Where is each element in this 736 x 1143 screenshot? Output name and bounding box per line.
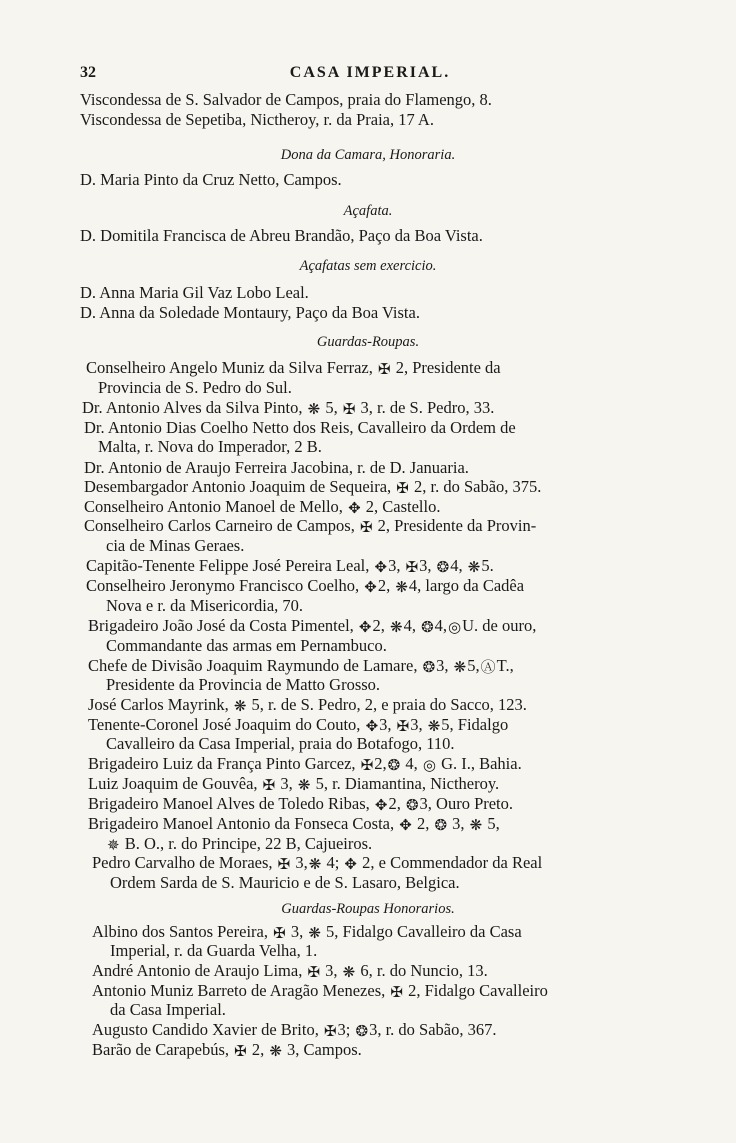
entry-text: Viscondessa de Sepetiba, Nictheroy, r. da Praia, 17 A. bbox=[80, 110, 434, 129]
entry-line bbox=[110, 1000, 226, 1020]
entry-line bbox=[84, 477, 541, 497]
rosette-icon: ❋ bbox=[308, 926, 321, 942]
entry-text: 3, bbox=[419, 556, 432, 575]
entry-line bbox=[106, 734, 455, 754]
circle-o-icon: ◎ bbox=[448, 620, 462, 636]
entry-line bbox=[84, 458, 469, 478]
entry-line bbox=[92, 853, 542, 873]
entry-text: da Casa Imperial. bbox=[110, 1000, 226, 1019]
entry-text: Conselheiro Jeronymo Francisco Coelho, bbox=[86, 576, 360, 595]
entry-line bbox=[92, 961, 488, 981]
entry-text: 3, bbox=[410, 715, 423, 734]
cross-icon: ✠ bbox=[262, 778, 276, 794]
running-head bbox=[80, 64, 660, 90]
entry-text: 2, bbox=[416, 814, 430, 833]
entry-text: Desembargador Antonio Joaquim de Sequeira, bbox=[84, 477, 392, 496]
entry-text: 2, Castello. bbox=[365, 497, 441, 516]
medal-icon: ❂ bbox=[355, 1024, 369, 1040]
entry-text: 5, bbox=[487, 814, 500, 833]
entry-text: 2, bbox=[377, 576, 391, 595]
entry-text: Imperial, r. da Guarda Velha, 1. bbox=[110, 941, 318, 960]
entry-text: Cavalleiro da Casa Imperial, praia do Botafogo, 110. bbox=[106, 734, 455, 753]
section-heading-acafata: Açafata. bbox=[343, 203, 393, 219]
cross-icon: ✠ bbox=[377, 362, 391, 378]
medal-icon: ❂ bbox=[405, 798, 419, 814]
entry-text: 4, bbox=[405, 754, 418, 773]
entry-text: 2, bbox=[374, 754, 387, 773]
entry-text: 2, e Commendador da Real bbox=[362, 853, 543, 872]
cross-icon: ✠ bbox=[234, 1044, 247, 1060]
cross-icon: ✠ bbox=[323, 1024, 337, 1040]
entry-text: 2, Presidente da Provin- bbox=[377, 516, 537, 535]
entry-text: 3; bbox=[337, 1020, 351, 1039]
rosette-icon: ❋ bbox=[233, 699, 247, 715]
entry-text: 2, bbox=[372, 616, 385, 635]
entry-line bbox=[86, 576, 524, 596]
entry-text: 2, Presidente da bbox=[395, 358, 501, 377]
section-heading-guardas-roupas: Guardas-Roupas. bbox=[316, 334, 420, 350]
entry-line bbox=[86, 358, 501, 378]
rosette-icon: ❋ bbox=[390, 620, 403, 636]
entry-line bbox=[88, 754, 522, 774]
medal-icon: ❂ bbox=[421, 620, 434, 636]
entry-text: 3, bbox=[290, 922, 304, 941]
entry-text: Brigadeiro Manoel Alves de Toledo Ribas, bbox=[88, 794, 370, 813]
entry-text: 3, bbox=[379, 715, 392, 734]
cross-icon: ✠ bbox=[342, 402, 356, 418]
entry-line bbox=[80, 226, 483, 246]
entry-text: Brigadeiro Luiz da França Pinto Garcez, bbox=[88, 754, 356, 773]
rosette-icon: ❋ bbox=[269, 1044, 282, 1060]
entry-line bbox=[82, 398, 494, 418]
entry-text: Dr. Antonio Alves da Silva Pinto, bbox=[82, 398, 303, 417]
entry-text: Malta, r. Nova do Imperador, 2 B. bbox=[98, 437, 322, 456]
entry-line bbox=[92, 1020, 497, 1040]
rosette-icon: ❋ bbox=[469, 818, 483, 834]
cross-icon: ✠ bbox=[390, 985, 403, 1001]
entry-text: Chefe de Divisão Joaquim Raymundo de Lamare, bbox=[88, 656, 418, 675]
medal-icon: ❂ bbox=[387, 758, 401, 774]
entry-text: D. Maria Pinto da Cruz Netto, Campos. bbox=[80, 170, 342, 189]
entry-line bbox=[88, 794, 513, 814]
entry-line bbox=[106, 675, 380, 695]
entry-line bbox=[98, 437, 322, 457]
entry-line bbox=[80, 303, 420, 323]
cross-icon: ✠ bbox=[405, 560, 419, 576]
entry-text: 2, bbox=[388, 794, 401, 813]
entry-text: Conselheiro Antonio Manoel de Mello, bbox=[84, 497, 343, 516]
circle-o-icon: ◎ bbox=[422, 758, 436, 774]
entry-text: 2, r. do Sabão, 375. bbox=[414, 477, 542, 496]
entry-text: 4, bbox=[450, 556, 463, 575]
cross-icon: ✠ bbox=[396, 719, 410, 735]
rosette-icon: ❋ bbox=[467, 560, 481, 576]
rosette-icon: ❋ bbox=[297, 778, 311, 794]
medal-icon: ❂ bbox=[422, 660, 436, 676]
entry-text: Antonio Muniz Barreto de Aragão Menezes, bbox=[92, 981, 386, 1000]
entry-text: Presidente da Provincia de Matto Grosso. bbox=[106, 675, 381, 694]
entry-line bbox=[88, 774, 499, 794]
entry-text: D. Anna da Soledade Montaury, Paço da Boa Vista. bbox=[80, 303, 420, 322]
page-number: 32 bbox=[80, 64, 96, 81]
entry-text: 3, bbox=[452, 814, 465, 833]
entry-text: 5, Fidalgo Cavalleiro da Casa bbox=[326, 922, 522, 941]
medal-icon: ❂ bbox=[436, 560, 450, 576]
entry-line bbox=[88, 695, 527, 715]
four-cross-icon: ✥ bbox=[364, 580, 377, 596]
star-cross-icon: ✵ bbox=[107, 838, 120, 854]
entry-text: 3, bbox=[280, 774, 293, 793]
entry-text: 5, r. Diamantina, Nictheroy. bbox=[315, 774, 500, 793]
entry-text: Albino dos Santos Pereira, bbox=[92, 922, 268, 941]
entry-line bbox=[84, 497, 440, 517]
four-cross-icon: ✥ bbox=[365, 719, 379, 735]
entry-line bbox=[106, 834, 372, 854]
entry-text: Tenente-Coronel José Joaquim do Couto, bbox=[88, 715, 361, 734]
rosette-icon: ❋ bbox=[342, 965, 356, 981]
entry-line bbox=[88, 814, 500, 834]
entry-line bbox=[98, 378, 292, 398]
cross-icon: ✠ bbox=[359, 520, 373, 536]
entry-text: U. de ouro, bbox=[462, 616, 537, 635]
entry-text: D. Anna Maria Gil Vaz Lobo Leal. bbox=[80, 283, 309, 302]
entry-line bbox=[86, 556, 494, 576]
rosette-icon: ❋ bbox=[308, 857, 322, 873]
entry-text: André Antonio de Araujo Lima, bbox=[92, 961, 303, 980]
cross-icon: ✠ bbox=[396, 481, 409, 497]
entry-text: Ordem Sarda de S. Mauricio e de S. Lasaro, Belgica. bbox=[110, 873, 460, 892]
entry-line bbox=[110, 873, 460, 893]
entry-text: Augusto Candido Xavier de Brito, bbox=[92, 1020, 319, 1039]
entry-text: 5. bbox=[481, 556, 494, 575]
entry-text: D. Domitila Francisca de Abreu Brandão, Paço da Boa Vista. bbox=[80, 226, 483, 245]
entry-line bbox=[84, 418, 516, 438]
four-cross-icon: ✥ bbox=[344, 857, 357, 873]
entry-text: B. O., r. do Principe, 22 B, Cajueiros. bbox=[124, 834, 373, 853]
entry-line bbox=[88, 656, 514, 676]
entry-text: 3, bbox=[325, 961, 338, 980]
entry-text: Capitão-Tenente Felippe José Pereira Leal, bbox=[86, 556, 370, 575]
entry-text: 5, r. de S. Pedro, 2, e praia do Sacco, 123. bbox=[251, 695, 527, 714]
entry-line bbox=[106, 596, 303, 616]
entry-line bbox=[80, 170, 342, 190]
entry-text: 3, bbox=[388, 556, 401, 575]
entry-line bbox=[92, 1040, 362, 1060]
entry-text: cia de Minas Geraes. bbox=[106, 536, 245, 555]
entry-line bbox=[110, 941, 317, 961]
entry-text: 4, bbox=[434, 616, 448, 635]
entry-text: Brigadeiro João José da Costa Pimentel, bbox=[88, 616, 354, 635]
entry-text: 2, Fidalgo Cavalleiro bbox=[408, 981, 548, 1000]
entry-text: 4, bbox=[403, 616, 416, 635]
entry-line bbox=[92, 922, 522, 942]
medal-icon: ❂ bbox=[434, 818, 448, 834]
entry-text: Pedro Carvalho de Moraes, bbox=[92, 853, 273, 872]
section-heading-dona-camara: Dona da Camara, Honoraria. bbox=[280, 147, 456, 163]
four-cross-icon: ✥ bbox=[358, 620, 372, 636]
circle-a-icon: Ⓐ bbox=[480, 660, 496, 676]
entry-text: Luiz Joaquim de Gouvêa, bbox=[88, 774, 258, 793]
entry-line bbox=[80, 283, 309, 303]
entry-text: 5, bbox=[325, 398, 338, 417]
section-heading-guardas-roupas-honorarios: Guardas-Roupas Honorarios. bbox=[281, 901, 455, 917]
entry-text: Nova e r. da Misericordia, 70. bbox=[106, 596, 304, 615]
entry-line bbox=[106, 536, 244, 556]
entry-text: 5, Fidalgo bbox=[441, 715, 509, 734]
rosette-icon: ❋ bbox=[395, 580, 408, 596]
rosette-icon: ❋ bbox=[453, 660, 467, 676]
entry-text: 3, Campos. bbox=[287, 1040, 362, 1059]
entry-text: G. I., Bahia. bbox=[441, 754, 522, 773]
entry-text: 4; bbox=[326, 853, 340, 872]
entry-text: Barão de Carapebús, bbox=[92, 1040, 229, 1059]
rosette-icon: ❋ bbox=[307, 402, 321, 418]
entry-text: Viscondessa de S. Salvador de Campos, praia do Flamengo, 8. bbox=[80, 90, 492, 109]
cross-icon: ✠ bbox=[273, 926, 286, 942]
entry-line bbox=[106, 636, 387, 656]
cross-icon: ✠ bbox=[307, 965, 321, 981]
four-cross-icon: ✥ bbox=[348, 501, 361, 517]
entry-text: José Carlos Mayrink, bbox=[88, 695, 229, 714]
four-cross-icon: ✥ bbox=[374, 798, 388, 814]
entry-text: Commandante das armas em Pernambuco. bbox=[106, 636, 387, 655]
entry-line bbox=[88, 616, 536, 636]
entry-line bbox=[80, 90, 492, 110]
entry-text: 3, Ouro Preto. bbox=[419, 794, 514, 813]
running-title: CASA IMPERIAL. bbox=[289, 64, 451, 81]
entry-text: 2, bbox=[251, 1040, 265, 1059]
entry-text: Dr. Antonio Dias Coelho Netto dos Reis, Cavalleiro da Ordem de bbox=[84, 418, 516, 437]
entry-text: Conselheiro Carlos Carneiro de Campos, bbox=[84, 516, 355, 535]
rosette-icon: ❋ bbox=[427, 719, 441, 735]
entry-text: Provincia de S. Pedro do Sul. bbox=[98, 378, 292, 397]
entry-line bbox=[84, 516, 536, 536]
entry-text: Dr. Antonio de Araujo Ferreira Jacobina, r. de D. Januaria. bbox=[84, 458, 469, 477]
entry-line bbox=[80, 110, 434, 130]
entry-line bbox=[88, 715, 508, 735]
entry-line bbox=[92, 981, 548, 1001]
four-cross-icon: ✥ bbox=[374, 560, 388, 576]
entry-text: 3, bbox=[295, 853, 308, 872]
entry-text: 3, r. do Sabão, 367. bbox=[369, 1020, 497, 1039]
section-heading-acafatas-sem-exercicio: Açafatas sem exercicio. bbox=[299, 258, 437, 274]
cross-icon: ✠ bbox=[360, 758, 374, 774]
entry-text: 3, bbox=[436, 656, 449, 675]
entry-text: T., bbox=[496, 656, 514, 675]
entry-text: 5, bbox=[467, 656, 480, 675]
entry-text: 3, r. de S. Pedro, 33. bbox=[360, 398, 495, 417]
four-cross-icon: ✥ bbox=[399, 818, 412, 834]
entry-text: 6, r. do Nuncio, 13. bbox=[360, 961, 488, 980]
entry-text: Conselheiro Angelo Muniz da Silva Ferraz, bbox=[86, 358, 373, 377]
entry-text: 4, largo da Cadêa bbox=[408, 576, 525, 595]
entry-text: Brigadeiro Manoel Antonio da Fonseca Costa, bbox=[88, 814, 395, 833]
cross-icon: ✠ bbox=[277, 857, 291, 873]
